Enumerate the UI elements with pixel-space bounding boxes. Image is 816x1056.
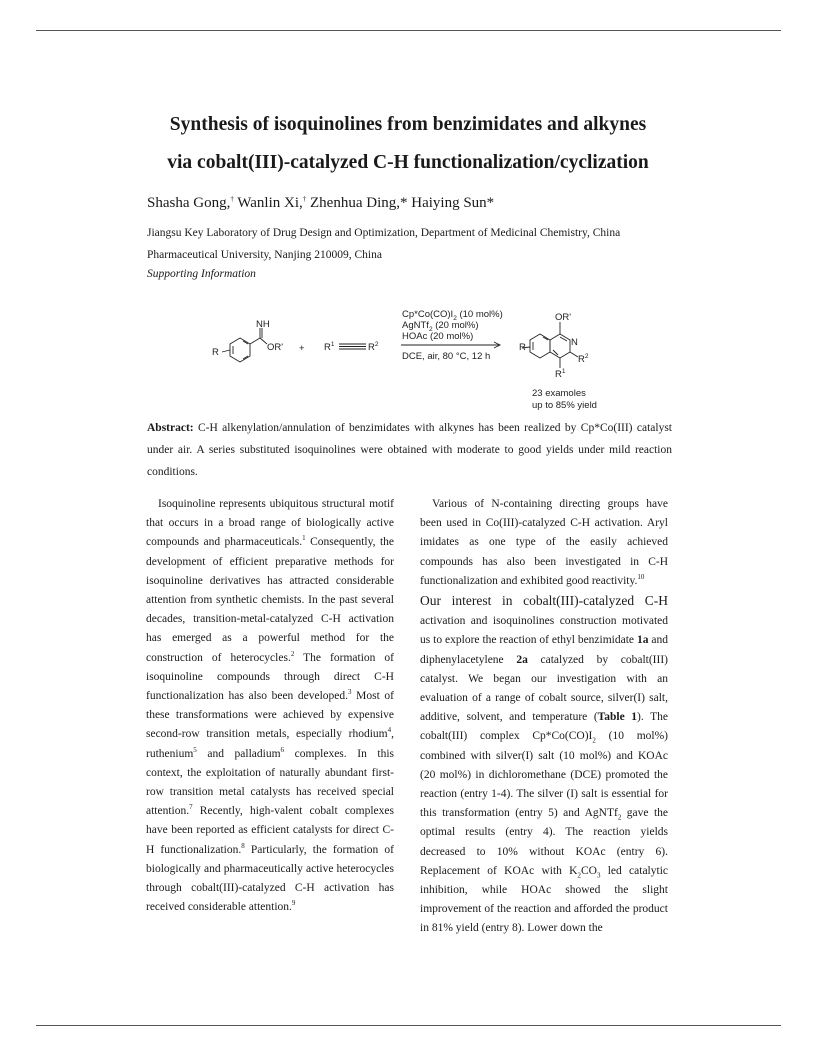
- title-line-2: via cobalt(III)-catalyzed C-H functionalization/cyclization: [167, 152, 649, 173]
- alkyne-r1-label: $R^1$: [324, 341, 335, 353]
- alkyne-r2-label: $R^2$: [368, 341, 379, 353]
- ref-6: 6: [280, 745, 285, 754]
- product-r-label: R: [519, 342, 526, 353]
- product-r1-label: $R^1$: [555, 368, 566, 380]
- condition-solvent-temp: DCE, air, 80 °C, 12 h: [402, 351, 491, 362]
- ref-3: 3: [348, 688, 352, 697]
- reaction-scheme: [200, 300, 660, 420]
- compound-2a: 2a: [516, 653, 528, 666]
- ref-5: 5: [193, 745, 197, 754]
- condition-catalyst: $Cp*Co(CO)I_2$ (10 mol%): [402, 309, 503, 322]
- affiliation: Jiangsu Key Laboratory of Drug Design and Optimization, Department of Medicinal Chemistry, China Pharmaceutical University, Nanjing 210009, China: [147, 227, 621, 261]
- aryl-r-label: R: [212, 347, 219, 358]
- ref-10: 10: [637, 572, 645, 581]
- paper-title: [0, 106, 816, 182]
- supporting-information-label: Supporting Information: [147, 268, 256, 280]
- reaction-arrow: [401, 342, 500, 348]
- imine-nh-label: NH: [256, 319, 270, 330]
- author-list: [147, 193, 494, 213]
- paragraph-intro: Isoquinoline represents ubiquitous structural motif that occurs in a broad range of biologically active compounds and pharmaceuticals.$^1$ Consequently, the development of efficient preparative methods for isoquinoline derivatives has attracted considerable attention from synthetic chemists. In the past several decades, transition-metal-catalyzed C-H activation has emerged as a powerful method for the construction of heterocycles.$^2$ The formation of isoquinoline compounds through direct C-H functionalization has also been developed.$^3$ Most of these transformations were achieved by expensive second-row transition metals, especially rhodium$^4$, ruthenium$^5$ and palladium$^6$ complexes. In this context, the exploitation of naturally abundant first-row transition metal catalysts has received special attention.$^7$ Recently, high-valent cobalt complexes have been reported as efficient catalysts for direct C-H functionalization.$^8$ Particularly, the formation of biologically and pharmaceutically active heterocycles through cobalt(III)-catalyzed C-H activation has received considerable attention.$^9$: [146, 498, 395, 914]
- ref-7: 7: [189, 803, 193, 812]
- alkyne-triple-bond: [339, 344, 366, 349]
- condition-silver-salt: AgNTf$_2$ (20 mol%): [402, 320, 479, 333]
- imidate-or-label: OR': [267, 342, 284, 353]
- title-line-1: Synthesis of isoquinolines from benzimidates and alkynes: [169, 114, 647, 135]
- product-or-label: OR': [555, 312, 572, 323]
- author-1-mark: †: [230, 195, 234, 203]
- ref-8: 8: [241, 841, 245, 850]
- abstract-label: Abstract:: [147, 422, 194, 434]
- paragraph-directing-groups: Various of N-containing directing groups have been used in Co(III)-catalyzed C-H activation. Aryl imidates as one type of the easily achieved compounds has also been investigated in C-H functionalization and exhibited good reactivity.$^{10}$: [420, 498, 668, 587]
- ref-4: 4: [387, 726, 392, 735]
- table-1-reference: Table 1: [597, 711, 638, 724]
- abstract: [147, 417, 672, 483]
- ref-2: 2: [290, 649, 295, 658]
- body-column-right: [420, 495, 668, 939]
- benzimidate-structure: [222, 328, 267, 362]
- body-column-left: [146, 495, 394, 917]
- bottom-rule: [36, 1025, 781, 1026]
- condition-additive: HOAc (20 mol%): [402, 331, 474, 342]
- isoquinoline-structure: [522, 322, 578, 368]
- author-2-mark: †: [302, 195, 307, 203]
- compound-1a: 1a: [636, 634, 649, 647]
- plus-sign: +: [299, 343, 305, 354]
- top-rule: [36, 30, 781, 31]
- author-2: Wanlin Xi,: [233, 195, 303, 211]
- scope-count-note: 23 examoles: [532, 388, 586, 399]
- author-1: Shasha Gong,: [147, 195, 231, 211]
- product-n-label: N: [571, 337, 578, 348]
- abstract-text: C-H alkenylation/annulation of benzimidates with alkynes has been realized by Cp*Co(III) catalyst under air. A series substituted isoquinolines were obtained with moderate to good yields under mild reaction conditions.: [147, 422, 672, 478]
- ref-9: 9: [291, 899, 296, 908]
- author-3-4: Zhenhua Ding,* Haiying Sun*: [306, 195, 495, 211]
- yield-note: up to 85% yield: [532, 400, 597, 411]
- ref-1: 1: [302, 534, 306, 543]
- paragraph-optimization: Our interest in cobalt(III)-catalyzed C-H activation and isoquinolines construction motivated us to explore the reaction of ethyl benzimidate 1a and diphenylacetylene 2a catalyzed by cobalt(III) catalyst. We began our investigation with an evaluation of a range of cobalt source, silver(I) salt, additive, solvent, and temperature (Table 1). The cobalt(III) complex $Cp*Co(CO)I_2$ (10 mol%) combined with silver(I) salt (10 mol%) and KOAc (20 mol%) in dichloromethane (DCE) promoted the reaction (entry 1-4). The silver (I) salt is essential for this transformation (entry 5) and AgNTf$_2$ gave the optimal results (entry 4). The reaction yields decreased to 10% without KOAc (entry 6). Replacement of KOAc with $K_2CO_3$ led catalytic inhibition, while HOAc showed the slight improvement of the reaction and afforded the product in 81% yield (entry 8). Lower down the: [420, 593, 668, 935]
- product-r2-label: $R^2$: [578, 353, 589, 365]
